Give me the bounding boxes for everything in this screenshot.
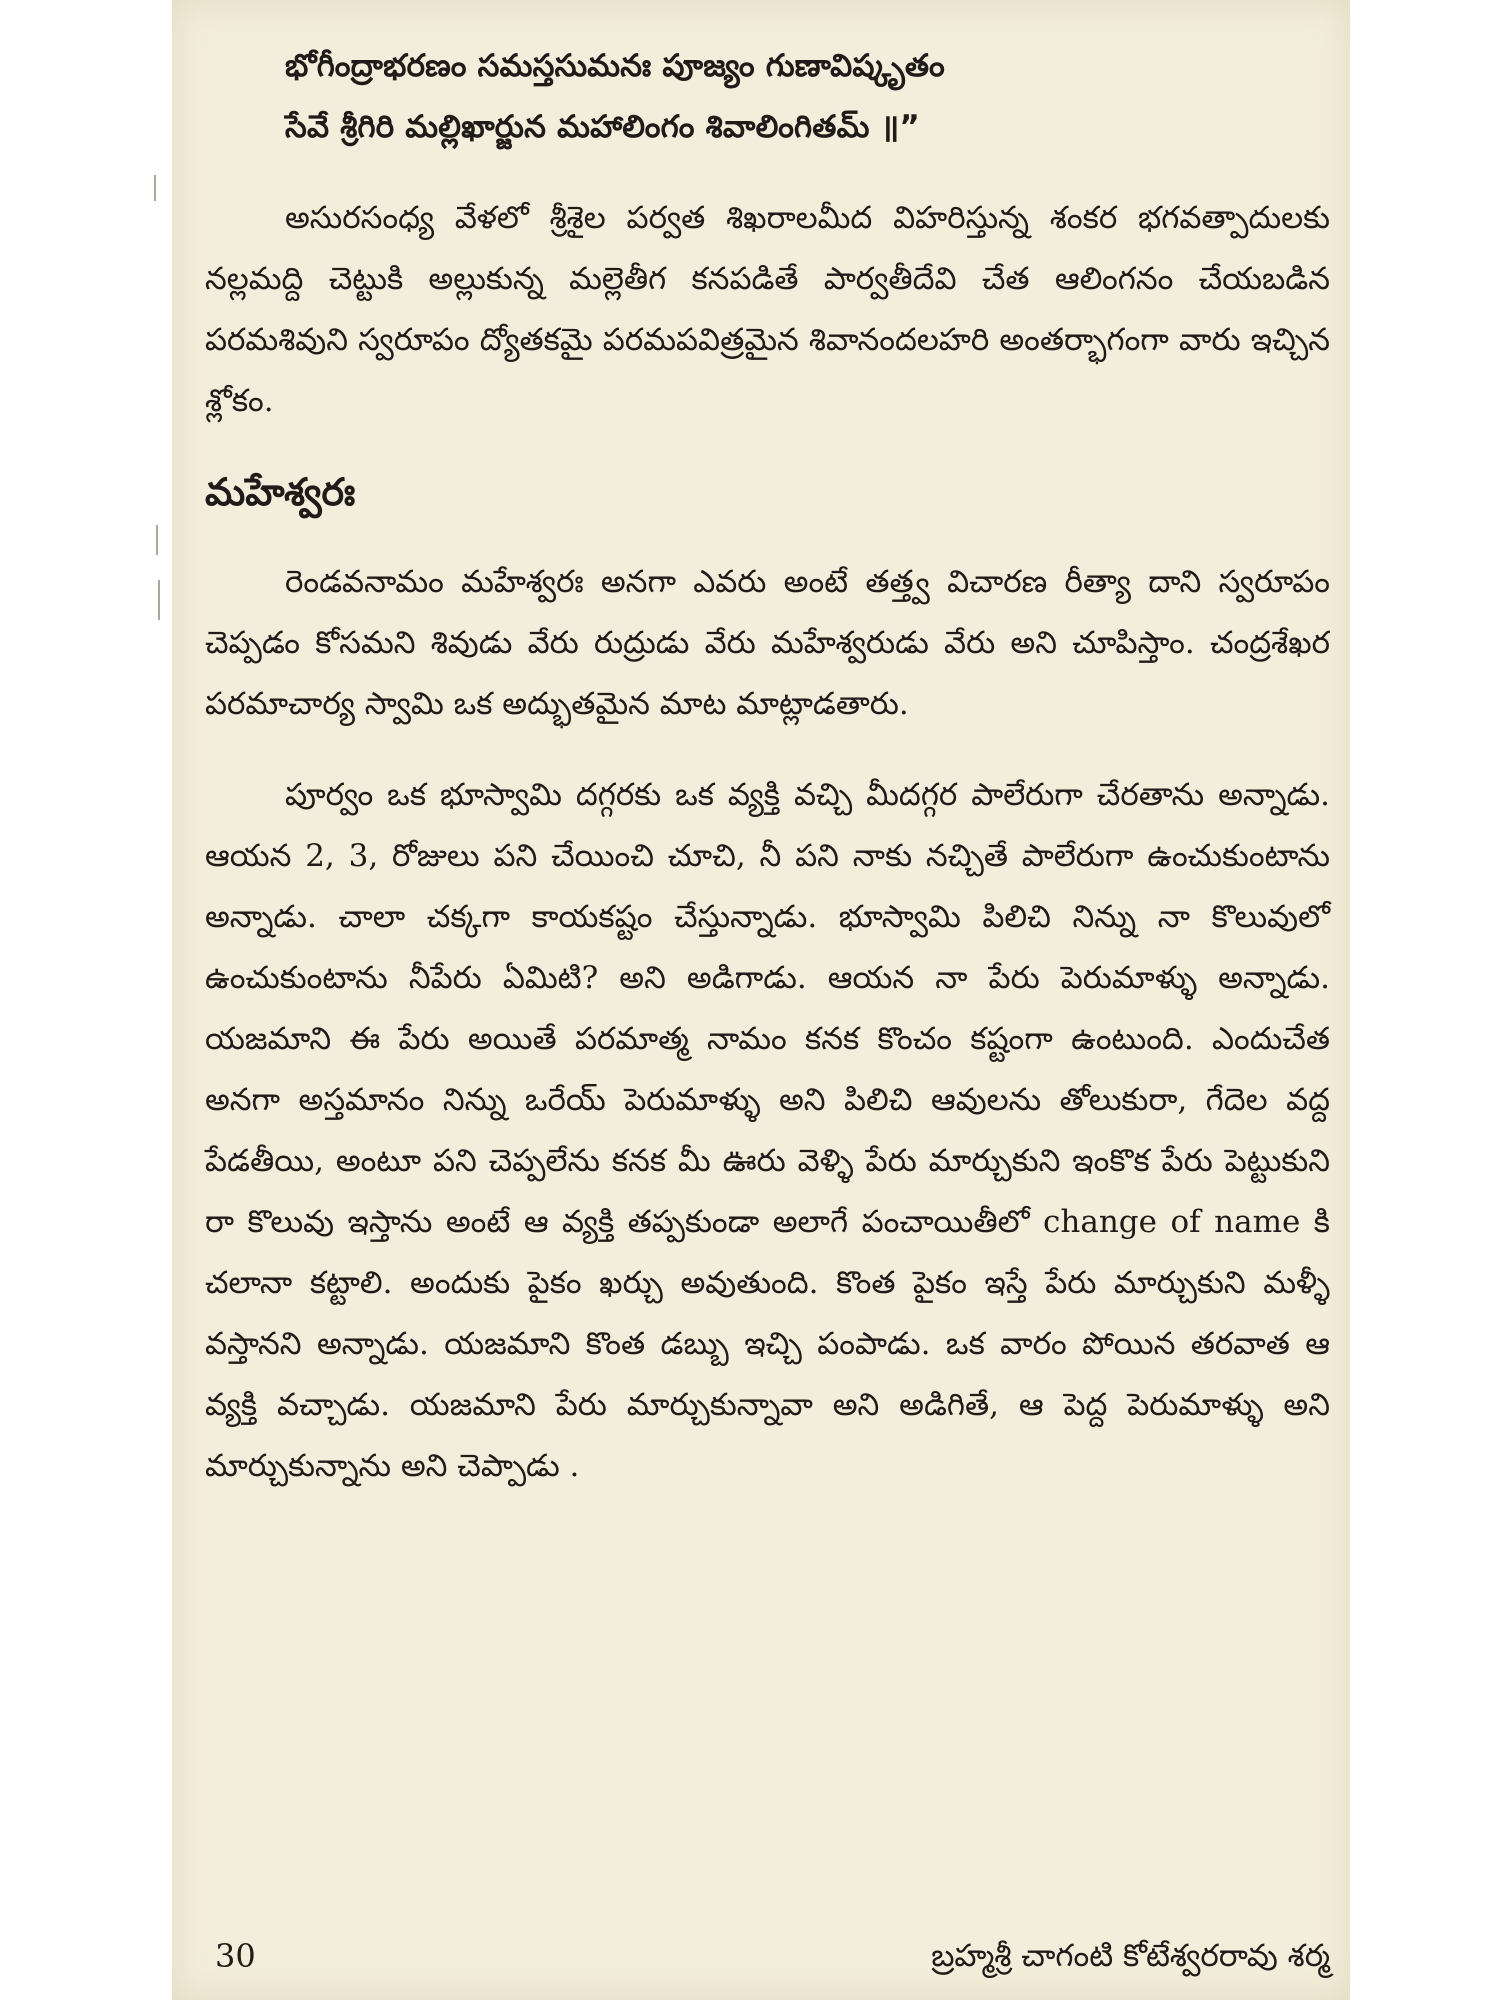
verse-line-2: సేవే శ్రీగిరి మల్లిఖార్జున మహాలింగం శివాలింగితమ్ ॥” [285,109,920,145]
paper-speck [158,580,160,620]
section-heading: మహేశ్వరః [205,470,356,514]
verse-block [285,36,1330,158]
paper-speck [156,525,158,555]
page-number: 30 [215,1937,256,1975]
page-content [205,36,1330,1497]
paragraph-1: అసురసంధ్య వేళలో శ్రీశైల పర్వత శిఖరాలమీద విహరిస్తున్న శంకర భగవత్పాదులకు నల్లమద్ది చెట్టుకి అల్లుకున్న మల్లెతీగ కనపడితే పార్వతీదేవి చేత ఆలింగనం చేయబడిన పరమశివుని స్వరూపం ద్యోతకమై పరమపవిత్రమైన శివానందలహరి అంతర్భాగంగా వారు ఇచ్చిన శ్లోకం. [205,200,1330,419]
verse-line-1: భోగీంద్రాభరణం సమస్తసుమనః పూజ్యం గుణావిష్కృతం [285,48,945,84]
paper-speck [154,175,156,201]
paragraph-3: పూర్వం ఒక భూస్వామి దగ్గరకు ఒక వ్యక్తి వచ్చి మీదగ్గర పాలేరుగా చేరతాను అన్నాడు. ఆయన 2, 3, రోజులు పని చేయించి చూచి, నీ పని నాకు నచ్చితే పాలేరుగా ఉంచుకుంటాను అన్నాడు. చాలా చక్కగా కాయకష్టం చేస్తున్నాడు. భూస్వామి పిలిచి నిన్ను నా కొలువులో ఉంచుకుంటాను నీపేరు ఏమిటి? అని అడిగాడు. ఆయన నా పేరు పెరుమాళ్ళు అన్నాడు. యజమాని ఈ పేరు అయితే పరమాత్మ నామం కనక కొంచం కష్టంగా ఉంటుంది. ఎందుచేత అనగా అస్తమానం నిన్ను ఒరేయ్ పెరుమాళ్ళు అని పిలిచి ఆవులను తోలుకురా, గేదెల వద్ద పేడతీయి, అంటూ పని చెప్పలేను కనక మీ ఊరు వెళ్ళి పేరు మార్చుకుని ఇంకొక పేరు పెట్టుకుని రా కొలువు ఇస్తాను అంటే ఆ వ్యక్తి తప్పకుండా అలాగే పంచాయితీలో change of name కి చలానా కట్టాలి. అందుకు పైకం ఖర్చు అవుతుంది. కొంత పైకం ఇస్తే పేరు మార్చుకుని మళ్ళీ వస్తానని అన్నాడు. యజమాని కొంత డబ్బు ఇచ్చి పంపాడు. ఒక వారం పోయిన తరవాత ఆ వ్యక్తి వచ్చాడు. యజమాని పేరు మార్చుకున్నావా అని అడిగితే, ఆ పెద్ద పెరుమాళ్ళు అని మార్చుకున్నాను అని చెప్పాడు . [205,777,1330,1484]
paragraph-2: రెండవనామం మహేశ్వరః అనగా ఎవరు అంటే తత్త్వ విచారణ రీత్యా దాని స్వరూపం చెప్పడం కోసమని శివుడు వేరు రుద్రుడు వేరు మహేశ్వరుడు వేరు అని చూపిస్తాం. చంద్రశేఖర పరమాచార్య స్వామి ఒక అద్భుతమైన మాట మాట్లాడతారు. [205,564,1330,722]
page-footer [205,1932,1330,1980]
author-footer: బ్రహ్మశ్రీ చాగంటి కోటేశ్వరరావు శర్మ [931,1938,1330,1974]
